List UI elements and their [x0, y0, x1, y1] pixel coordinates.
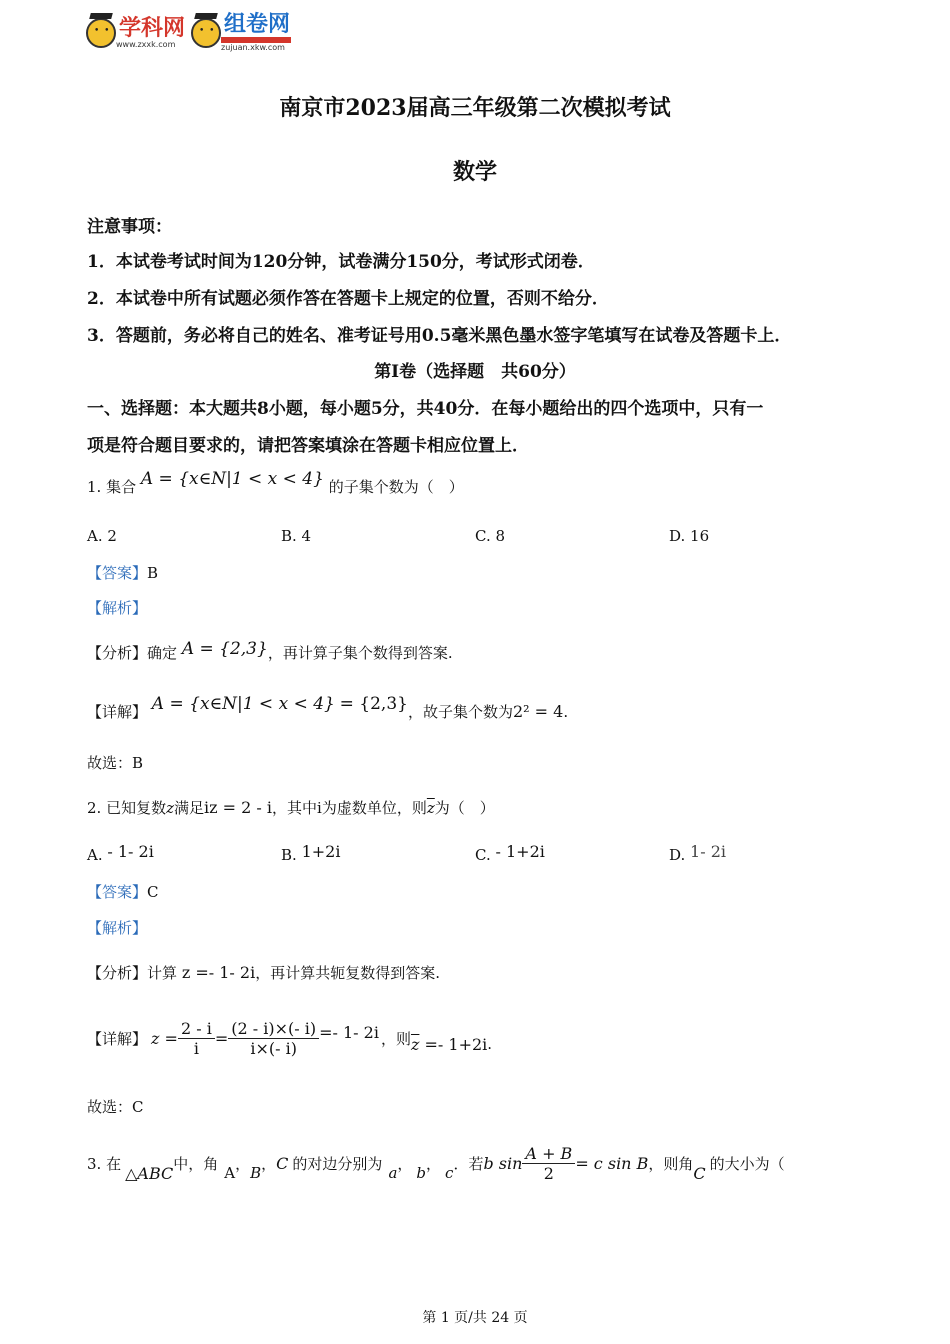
option-value: - 1+2i — [495, 842, 545, 861]
detail-text: ，故子集个数为 — [407, 703, 513, 721]
detail-end: . — [563, 703, 569, 721]
q2-text: 为（ ） — [434, 799, 495, 817]
notice-item: 1．本试卷考试时间为120分钟，试卷满分150分，考试形式闭卷． — [87, 252, 595, 272]
detail-end: . — [487, 1035, 493, 1053]
brand1-name: 学科网 — [119, 15, 186, 41]
fraction-numerator: 2 - i — [178, 1019, 215, 1039]
notice-heading: 注意事项： — [87, 217, 172, 237]
fenxi-math: z =- 1- 2i — [181, 963, 256, 982]
q3-math: c — [445, 1164, 454, 1182]
q2-math: iz = 2 - i — [204, 798, 273, 817]
q1-option-d[interactable]: D. 16 — [669, 527, 710, 545]
q2-text: 为虚数单位，则 — [321, 799, 427, 817]
brand2-url: zujuan.xkw.com — [221, 43, 285, 52]
q3-math: B — [250, 1164, 262, 1182]
option-label: C. — [475, 846, 496, 864]
q2-math: $\overline{z}$ — [426, 799, 435, 817]
fenxi-tag: 【分析】 — [87, 964, 148, 982]
detail-math: A = {x∈N|1 < x < 4} — [151, 694, 335, 714]
q3-text: 3. 在 — [87, 1154, 122, 1173]
q3-math: A — [224, 1164, 236, 1182]
q3-math: C — [276, 1153, 289, 1173]
q2-option-c[interactable] — [475, 842, 545, 864]
q3-text: 的对边分别为 — [292, 1154, 383, 1173]
detail-math: 2² = 4 — [512, 702, 564, 721]
answer-tag: 【答案】 — [87, 564, 148, 582]
q1-prefix: 1. 集合 — [87, 478, 137, 496]
q1-suffix: 的子集个数为（ ） — [328, 478, 464, 496]
q2-fenxi — [87, 962, 440, 983]
fenxi-text: 确定 — [147, 644, 178, 662]
detail-math: = — [214, 1028, 229, 1048]
q3-math: △ABC — [125, 1163, 174, 1183]
question-2 — [87, 797, 495, 818]
section-line: 项是符合题目要求的，请把答案填涂在答题卡相应位置上． — [87, 436, 529, 456]
exam-subject: 数学 — [452, 159, 497, 185]
page-footer: 第 1 页/共 24 页 — [422, 1310, 528, 1326]
q2-text: 满足 — [174, 799, 205, 817]
q1-option-b[interactable]: B. 4 — [281, 527, 312, 545]
mascot-icon — [191, 18, 221, 48]
detail-zbar: $\overline{z} =- 1+2i$ — [410, 1034, 488, 1054]
answer-value: C — [147, 883, 159, 901]
q2-option-d[interactable] — [669, 842, 726, 864]
detail-fraction — [178, 1019, 215, 1058]
q3-text: ．若 — [453, 1154, 484, 1173]
header-logo — [86, 12, 291, 54]
detail-tag: 【详解】 — [87, 1029, 148, 1048]
q3-text: 中，角 — [173, 1154, 219, 1173]
q3-fraction — [522, 1144, 575, 1183]
section-line: 一、选择题：本大题共8小题，每小题5分，共40分．在每小题给出的四个选项中，只有一 — [87, 399, 764, 419]
q1-fenxi — [87, 639, 453, 663]
q2-text: ，其中 — [272, 799, 318, 817]
fraction-numerator: A + B — [522, 1144, 575, 1164]
q1-detail — [87, 694, 569, 722]
mascot-icon — [86, 18, 116, 48]
q3-math: = c sin B — [575, 1153, 649, 1173]
option-label: A. — [87, 846, 108, 864]
q2-option-a[interactable] — [87, 842, 154, 864]
q2-answer — [87, 881, 159, 902]
q2-conclusion: 故选：C — [87, 1098, 144, 1116]
option-label: B. — [281, 846, 302, 864]
q2-math: i — [317, 799, 322, 817]
q3-math: a — [388, 1164, 398, 1182]
answer-value: B — [147, 564, 159, 582]
notice-item: 3．答题前，务必将自己的姓名、准考证号用0.5毫米黑色墨水签字笔填写在试卷及答题卡上． — [87, 326, 792, 346]
question-3: 3. 在 △ABC 中，角 A ， B ， C 的对边分别为 a ， b ， c ．若 b sin $\frac{A + B}{2}$ = c sin B ，则角 C 的大小为（ — [87, 1143, 785, 1183]
option-label: D. — [669, 846, 691, 864]
q1-set: A = {x∈N|1 < x < 4} — [140, 469, 324, 489]
q1-option-a[interactable]: A. 2 — [87, 527, 117, 545]
detail-tag: 【详解】 — [87, 703, 148, 721]
detail-math: =- 1- 2i — [319, 1022, 379, 1042]
q2-option-b[interactable] — [281, 842, 341, 864]
option-value: 1+2i — [301, 842, 341, 861]
answer-tag: 【答案】 — [87, 883, 148, 901]
notice-item: 2．本试卷中所有试题必须作答在答题卡上规定的位置，否则不给分． — [87, 289, 609, 309]
analysis-tag: 【解析】 — [87, 919, 148, 937]
q3-math: b sin — [483, 1153, 523, 1173]
q1-answer — [87, 562, 158, 583]
brand2-block — [221, 14, 291, 52]
option-value: - 1- 2i — [107, 842, 154, 861]
q2-math: z — [166, 799, 174, 817]
q1-option-c[interactable]: C. 8 — [475, 527, 506, 545]
brand1-block — [116, 15, 186, 49]
detail-math: z = — [151, 1028, 178, 1048]
brand2-name: 组卷网 — [224, 12, 291, 37]
analysis-tag: 【解析】 — [87, 599, 148, 617]
q3-text: ，则角 — [648, 1154, 694, 1173]
question-1 — [87, 469, 464, 497]
brand1-url: www.zxxk.com — [116, 39, 176, 49]
fenxi-math: A = {2,3} — [181, 639, 268, 659]
q3-text: 的大小为（ — [709, 1154, 785, 1173]
fenxi-text: 计算 — [147, 964, 178, 982]
fenxi-post: ，再计算子集个数得到答案. — [267, 644, 453, 662]
fraction-numerator: (2 - i)×(- i) — [228, 1019, 319, 1039]
q1-conclusion: 故选：B — [87, 754, 144, 772]
q3-math: b — [416, 1164, 427, 1182]
fraction-denominator: i — [193, 1038, 199, 1058]
fraction-denominator: 2 — [543, 1163, 554, 1183]
q3-math: C — [693, 1163, 706, 1183]
q2-detail — [87, 1010, 492, 1066]
q2-text: 2. 已知复数 — [87, 799, 167, 817]
option-value: 1- 2i — [690, 842, 726, 861]
fraction-denominator: i×(- i) — [250, 1038, 297, 1058]
detail-text: ，则 — [380, 1029, 411, 1048]
part1-heading: 第Ⅰ卷（选择题 共60分） — [374, 362, 576, 382]
exam-title: 南京市2023届高三年级第二次模拟考试 — [279, 95, 671, 121]
fenxi-tag: 【分析】 — [87, 644, 148, 662]
detail-math: = {2,3} — [339, 694, 408, 714]
detail-fraction — [228, 1019, 319, 1058]
fenxi-post: ，再计算共轭复数得到答案. — [255, 964, 440, 982]
